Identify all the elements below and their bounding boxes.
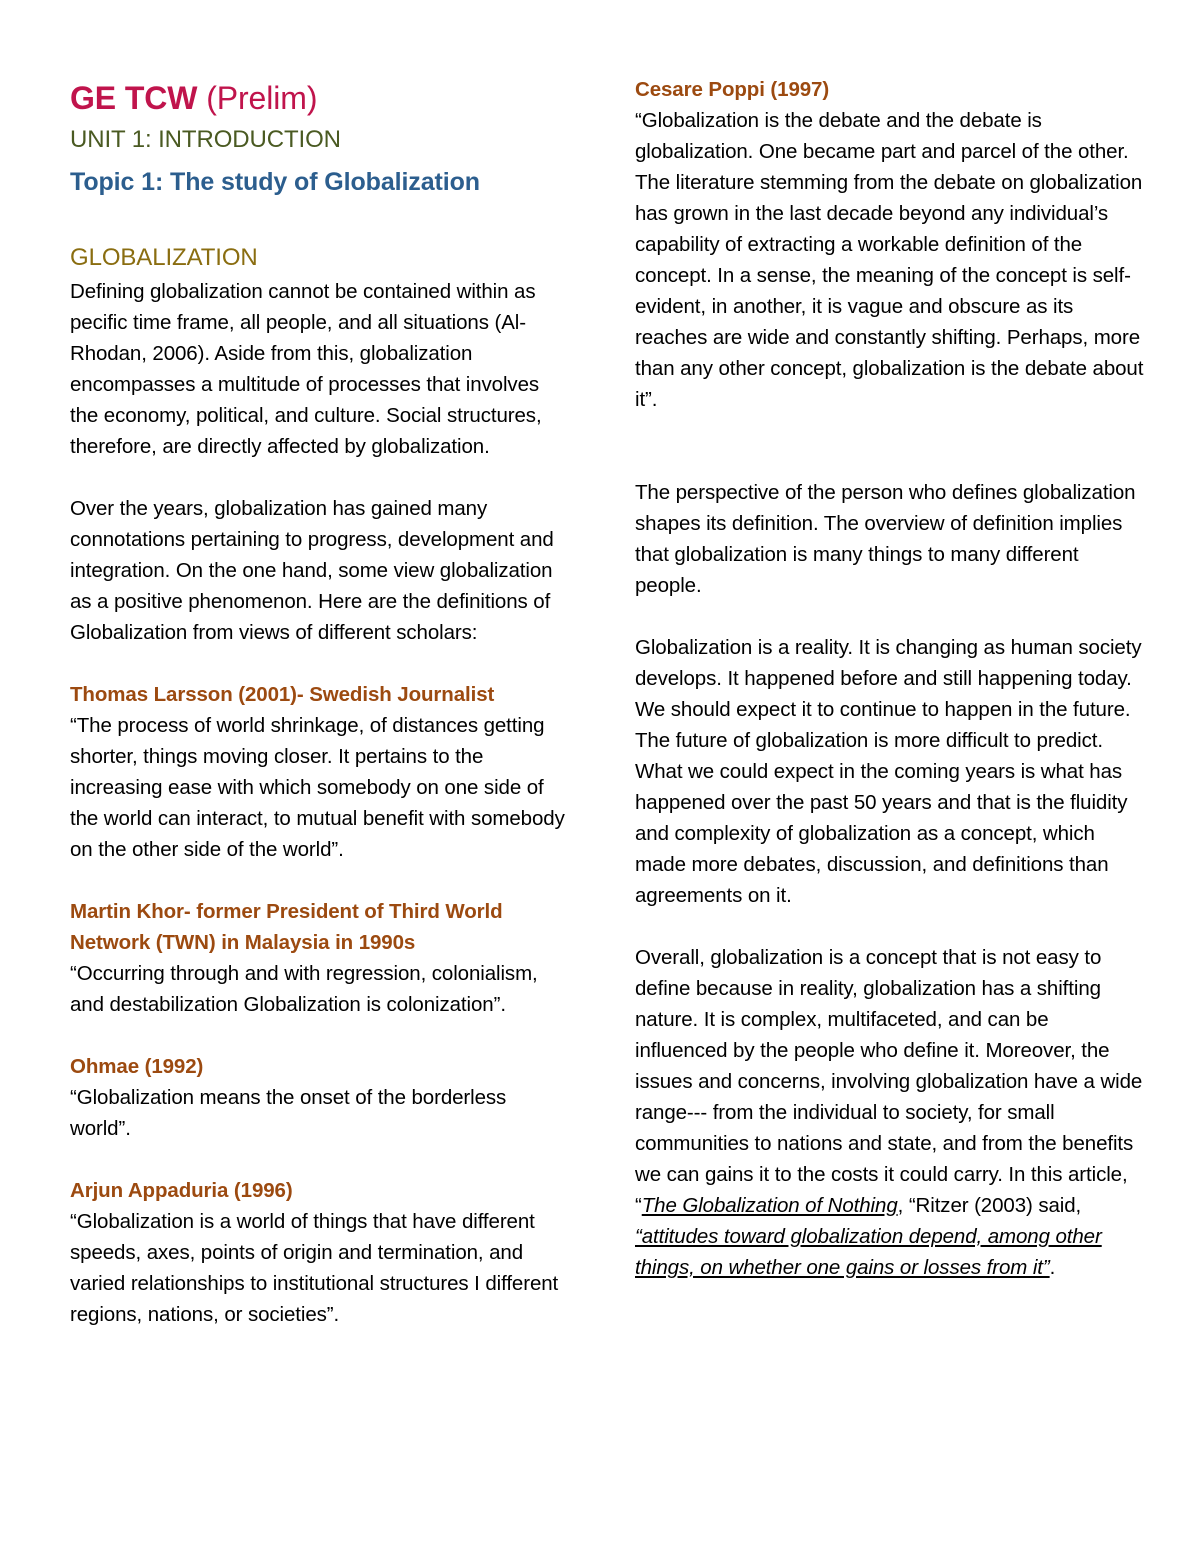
- conclusion-paragraph: [635, 942, 1145, 1283]
- scholar-quote: “Globalization is a world of things that have different speeds, axes, points of origin and termination, and varied relationships to institutional structures I different regions, nations, or societies”.: [70, 1210, 559, 1326]
- scholar-name: Arjun Appaduria (1996): [70, 1179, 293, 1202]
- overview-paragraph: Over the years, globalization has gained many connotations pertaining to progress, development and integration. On the one hand, some view globalization as a positive phenomenon. Here are the definitions of Globalization from views of different scholars:: [70, 497, 554, 644]
- scholar-quote: “Occurring through and with regression, colonialism, and destabilization Globalization is colonization”.: [70, 962, 538, 1016]
- conclusion-text: Overall, globalization is a concept that is not easy to define because in reality, globalization has a shifting nature. It is complex, multifaceted, and can be influenced by the people who define it. Moreover, the issues and concerns, involving globalization have a wide range--- from the individual to society, for small communities to nations and state, and from the benefits we can gains it to the costs it could carry. In this article,: [635, 946, 1143, 1186]
- perspective-paragraph: The perspective of the person who defines globalization shapes its definition. The overview of definition implies that globalization is many things to many different people.: [635, 481, 1136, 597]
- course-code: GE TCW: [70, 80, 198, 116]
- scholar-name: Martin Khor- former President of Third World Network (TWN) in Malaysia in 1990s: [70, 900, 503, 954]
- closing-period: .: [1049, 1256, 1056, 1279]
- open-quote: “: [635, 1194, 642, 1217]
- scholar-name: Cesare Poppi (1997): [635, 78, 830, 101]
- topic-heading: Topic 1: The study of Globalization: [70, 168, 480, 196]
- unit-heading: UNIT 1: INTRODUCTION: [70, 126, 341, 153]
- citation-text: , “Ritzer (2003) said,: [897, 1194, 1082, 1217]
- scholar-name: Ohmae (1992): [70, 1055, 204, 1078]
- scholar-quote: “The process of world shrinkage, of distances getting shorter, things moving closer. It pertains to the increasing ease with which somebody on one side of the world can interact, to mutual benefit with somebody on the other side of the world”.: [70, 714, 565, 861]
- scholar-name: Thomas Larsson (2001)- Swedish Journalist: [70, 683, 495, 706]
- ritzer-quote: “attitudes toward globalization depend, among other things, on whether one gains or losses from it”: [635, 1225, 1102, 1279]
- right-column: [635, 74, 1145, 1283]
- section-heading-globalization: GLOBALIZATION: [70, 244, 258, 271]
- term-label: (Prelim): [206, 80, 318, 116]
- document-title: [70, 78, 570, 118]
- reality-paragraph: Globalization is a reality. It is changing as human society develops. It happened before and still happening today. We should expect it to continue to happen in the future. The future of globalization is more difficult to predict. What we could expect in the coming years is what has happened over the past 50 years and that is the fluidity and complexity of globalization as a concept, which made more debates, discussion, and definitions than agreements on it.: [635, 636, 1142, 907]
- article-title: The Globalization of Nothing: [641, 1194, 898, 1217]
- left-column: [70, 74, 570, 1330]
- scholar-quote: “Globalization is the debate and the debate is globalization. One became part and parcel of the other. The literature stemming from the debate on globalization has grown in the last decade beyond any individual’s capability of extracting a workable definition of the concept. In a sense, the meaning of the concept is self-evident, in another, it is vague and obscure as its reaches are wide and constantly shifting. Perhaps, more than any other concept, globalization is the debate about it”.: [635, 109, 1144, 411]
- intro-paragraph: Defining globalization cannot be contained within as pecific time frame, all people, and all situations (Al-Rhodan, 2006). Aside from this, globalization encompasses a multitude of processes that involves the economy, political, and culture. Social structures, therefore, are directly affected by globalization.: [70, 280, 542, 458]
- scholar-quote: “Globalization means the onset of the borderless world”.: [70, 1086, 507, 1140]
